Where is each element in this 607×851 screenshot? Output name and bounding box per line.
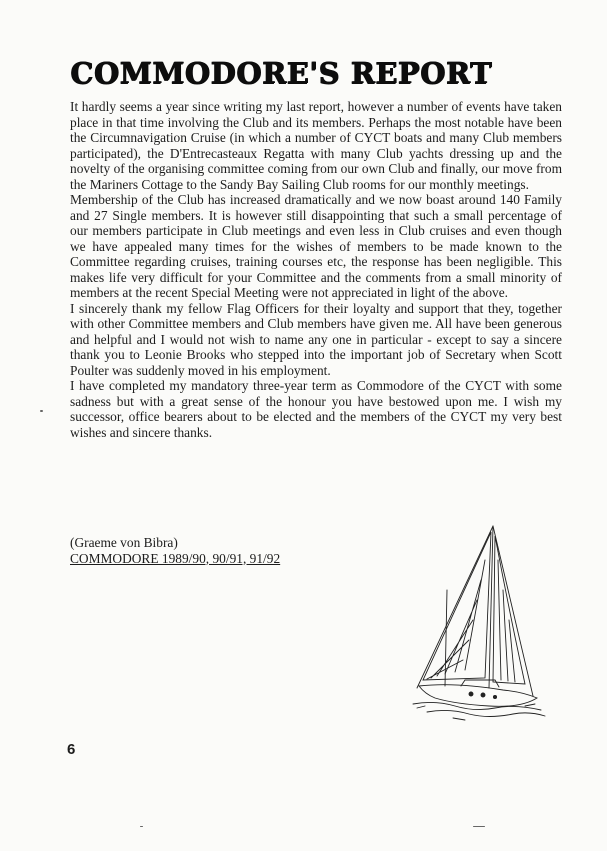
signature-name: (Graeme von Bibra) <box>70 535 178 550</box>
mast-line <box>489 526 493 688</box>
page-title: COMMODORE'S REPORT <box>70 56 492 90</box>
report-body <box>70 99 562 440</box>
paragraph-membership: Membership of the Club has increased dramatically and we now boast around 140 Family and 27 Single members. It is however still disappointing that such a small percentage of our members participate in Club meetings and even less in Club cruises and even though we have appealed many times for the wishes of members to be made known to the Committee regarding cruises, training courses etc, the response has been negligible. This makes life very difficult for your Committee and the comments from a small minority of members at the recent Special Meeting were not appreciated in light of the above. <box>70 192 562 300</box>
paragraph-thanks: I sincerely thank my fellow Flag Officers for their loyalty and support that they, together with other Committee members and Club members have given me. All have been generous and helpful and I would not wish to name any one in particular - except to say a sincere thank you to Leonie Brooks who stepped into the important job of Secretary when Scott Poulter was suddenly moved in his employment. <box>70 300 562 378</box>
mainsail <box>493 536 525 684</box>
scan-speck <box>473 826 485 827</box>
paragraph-farewell: I have completed my mandatory three-year term as Commodore of the CYCT with some sadness but with a great sense of the honour you have bestowed upon me. I wish my successor, office bearers about to be elected and the members of the CYCT my very best wishes and sincere thanks. <box>70 378 562 440</box>
sailboat-illustration <box>405 520 555 725</box>
scan-speck <box>40 410 43 412</box>
forestay-line <box>417 526 493 688</box>
waves <box>413 702 541 710</box>
signature-role: COMMODORE 1989/90, 90/91, 91/92 <box>70 550 281 566</box>
page-number: 6 <box>67 741 76 758</box>
paragraph-events: It hardly seems a year since writing my last report, however a number of events have taken place in that time involving the Club and its members. Perhaps the most notable have been the Circumnavigation Cruise (in which a number of CYCT boats and many Club members participated), the D'Entrecasteaux Regatta with many Club yachts dressing up and the novelty of the organising committee coming from our own Club and finally, our move from the Mariners Cottage to the Sandy Bay Sailing Club rooms for our monthly meetings. <box>70 99 562 192</box>
scan-speck <box>140 826 143 827</box>
headsail <box>423 532 491 680</box>
signature-block <box>70 535 280 566</box>
